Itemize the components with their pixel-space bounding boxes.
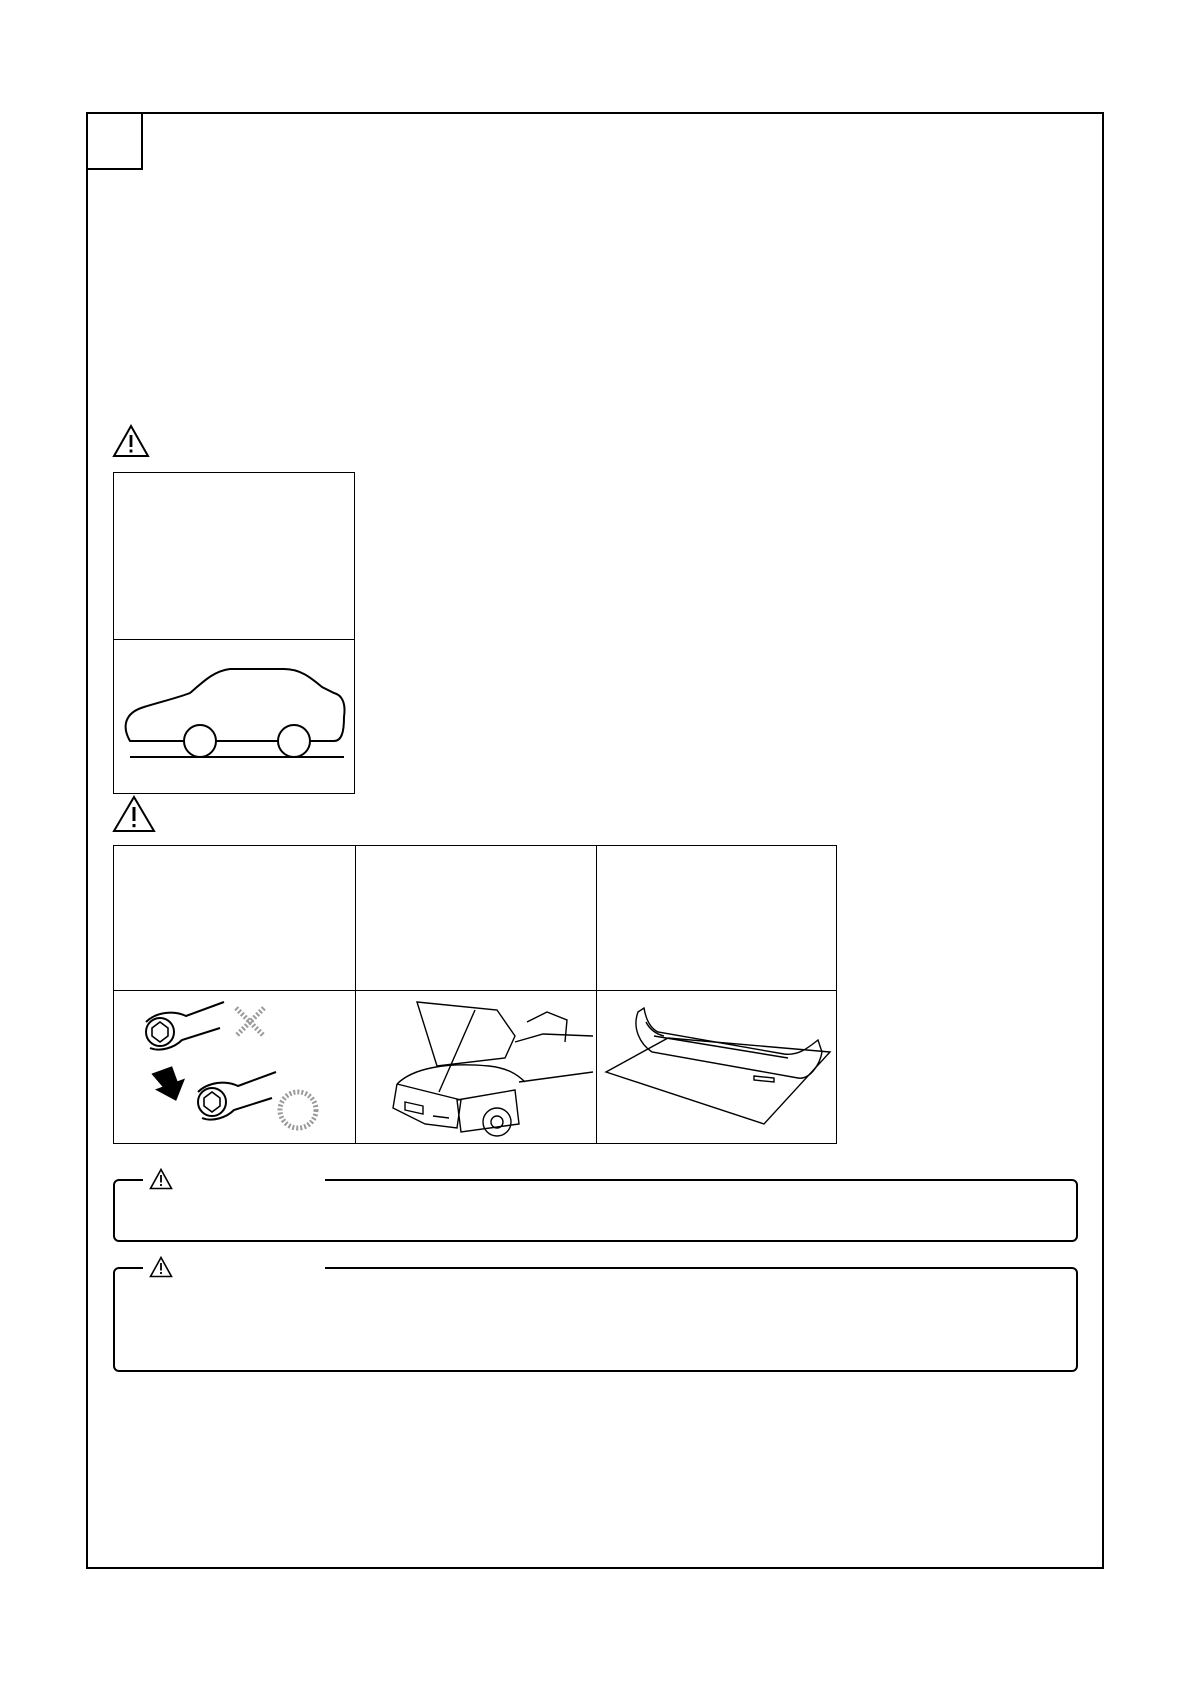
warning-triangle-icon <box>112 424 150 458</box>
caution-box <box>113 1267 1078 1372</box>
panel-description <box>114 846 355 990</box>
rear-bumper-icon <box>598 992 834 1142</box>
caution-box <box>113 1179 1078 1242</box>
warning-triangle-icon <box>149 1168 173 1190</box>
panel-description <box>114 473 354 639</box>
wrench-correct-incorrect-icon <box>116 992 352 1142</box>
car-side-icon <box>114 641 354 791</box>
car-open-hood-icon <box>357 992 593 1142</box>
illustration-panel-row <box>113 845 837 1144</box>
warning-triangle-icon <box>112 795 156 833</box>
warning-triangle-icon <box>149 1256 173 1278</box>
panel-description <box>355 846 596 990</box>
panel-description <box>596 846 837 990</box>
section-tab <box>86 112 143 170</box>
illustration-panel-vehicle <box>113 472 355 794</box>
section-tab-label <box>88 114 141 168</box>
